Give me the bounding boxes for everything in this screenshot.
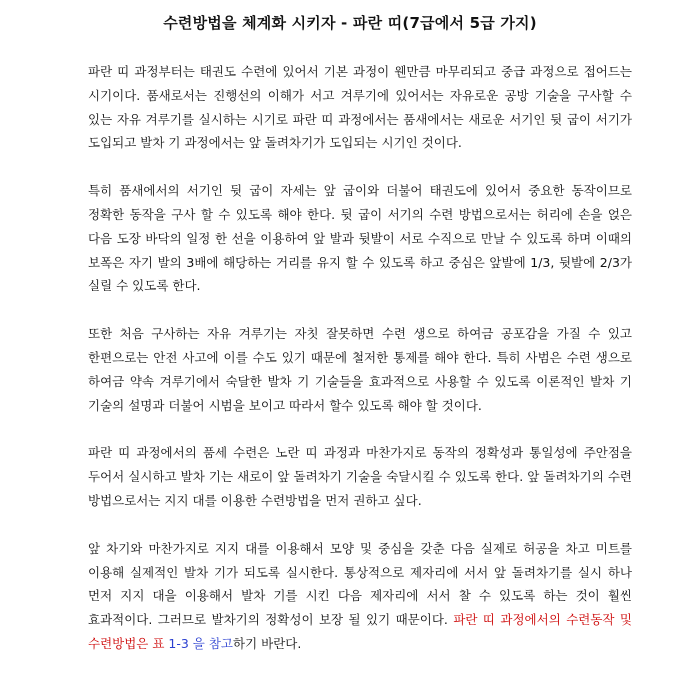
paragraph-text: 앞 차기와 마찬가지로 지지 대를 이용해서 모양 및 중심을 갖춘 다음 실제로 허공을 차고 미트를 이용해 실제적인 발차 기가 되도록 실시한다. 통상적으로 제자리에 서서 앞 돌려차기를 실시 하나 먼저 지지 대을 이용해서 발차 기를 시킨 다음 제자리에 서서 찰 수 있도록 하는 것이 훨씬 효과적이다. 그러므로 발차기의 정확성이 보장 될 있기 때문이다. — [88, 540, 632, 628]
paragraph: 특히 품새에서의 서기인 뒷 굽이 자세는 앞 굽이와 더불어 태권도에 있어서 중요한 동작이므로 정확한 동작을 구사 할 수 있도록 해야 한다. 뒷 굽이 서기의 수련 방법으로서는 허리에 손을 얹은 다음 도장 바닥의 일정 한 선을 이용하여 앞 발과 뒷발이 서로 수직으로 만날 수 있도록 하며 이때의 보폭은 자기 발의 3배에 해당하는 거리를 유지 할 수 있도록 하고 중심은 앞발에 1/3, 뒷발에 2/3가 실릴 수 있도록 한다. — [88, 183, 632, 294]
paragraph: 파란 띠 과정부터는 태권도 수련에 있어서 기본 과정이 웬만큼 마무리되고 중급 과정으로 접어드는 시기이다. 품새로서는 진행선의 이해가 서고 겨루기에 있어서는 자유로운 공방 기술을 구사할 수 있는 자유 겨루기를 실시하는 시기로 파란 띠 과정에서는 품새에서는 새로운 서기인 뒷 굽이 서기가 도입되고 발차 기 과정에서는 앞 돌려차기가 도입되는 시기인 것이다. — [88, 64, 632, 151]
paragraph: 또한 처음 구사하는 자유 겨루기는 자칫 잘못하면 수련 생으로 하여금 공포감을 가질 수 있고 한편으로는 안전 사고에 이를 수도 있기 때문에 철저한 통제를 해야 한다. 특히 사범은 수련 생으로 하여금 약속 겨루기에서 숙달한 발차 기 기술들을 효과적으로 사용할 수 있도록 이론적인 발차 기 기술의 설명과 더불어 시범을 보이고 따라서 할수 있도록 해야 할 것이다. — [88, 326, 632, 413]
paragraph-last — [88, 537, 632, 656]
reference-tail-text: 하기 바란다. — [233, 635, 302, 651]
table-reference-link[interactable]: 1-3 을 참고 — [168, 635, 234, 651]
document-body — [88, 60, 632, 680]
page-title: 수련방법을 체계화 시키자 - 파란 띠(7급에서 5급 가지) — [163, 14, 537, 32]
paragraph: 파란 띠 과정에서의 품세 수련은 노란 띠 과정과 마찬가지로 동작의 정확성과 통일성에 주안점을 두어서 실시하고 발차 기는 새로이 앞 돌려차기 기술을 숙달시킬 수 있도록 한다. 앞 돌려차기의 수련 방법으로서는 지지 대를 이용한 수련방법을 먼저 권하고 싶다. — [88, 445, 632, 508]
highlighted-reference-text: 파란 띠 과정에서의 수련동작 및 수련방법은 표 — [88, 612, 632, 651]
